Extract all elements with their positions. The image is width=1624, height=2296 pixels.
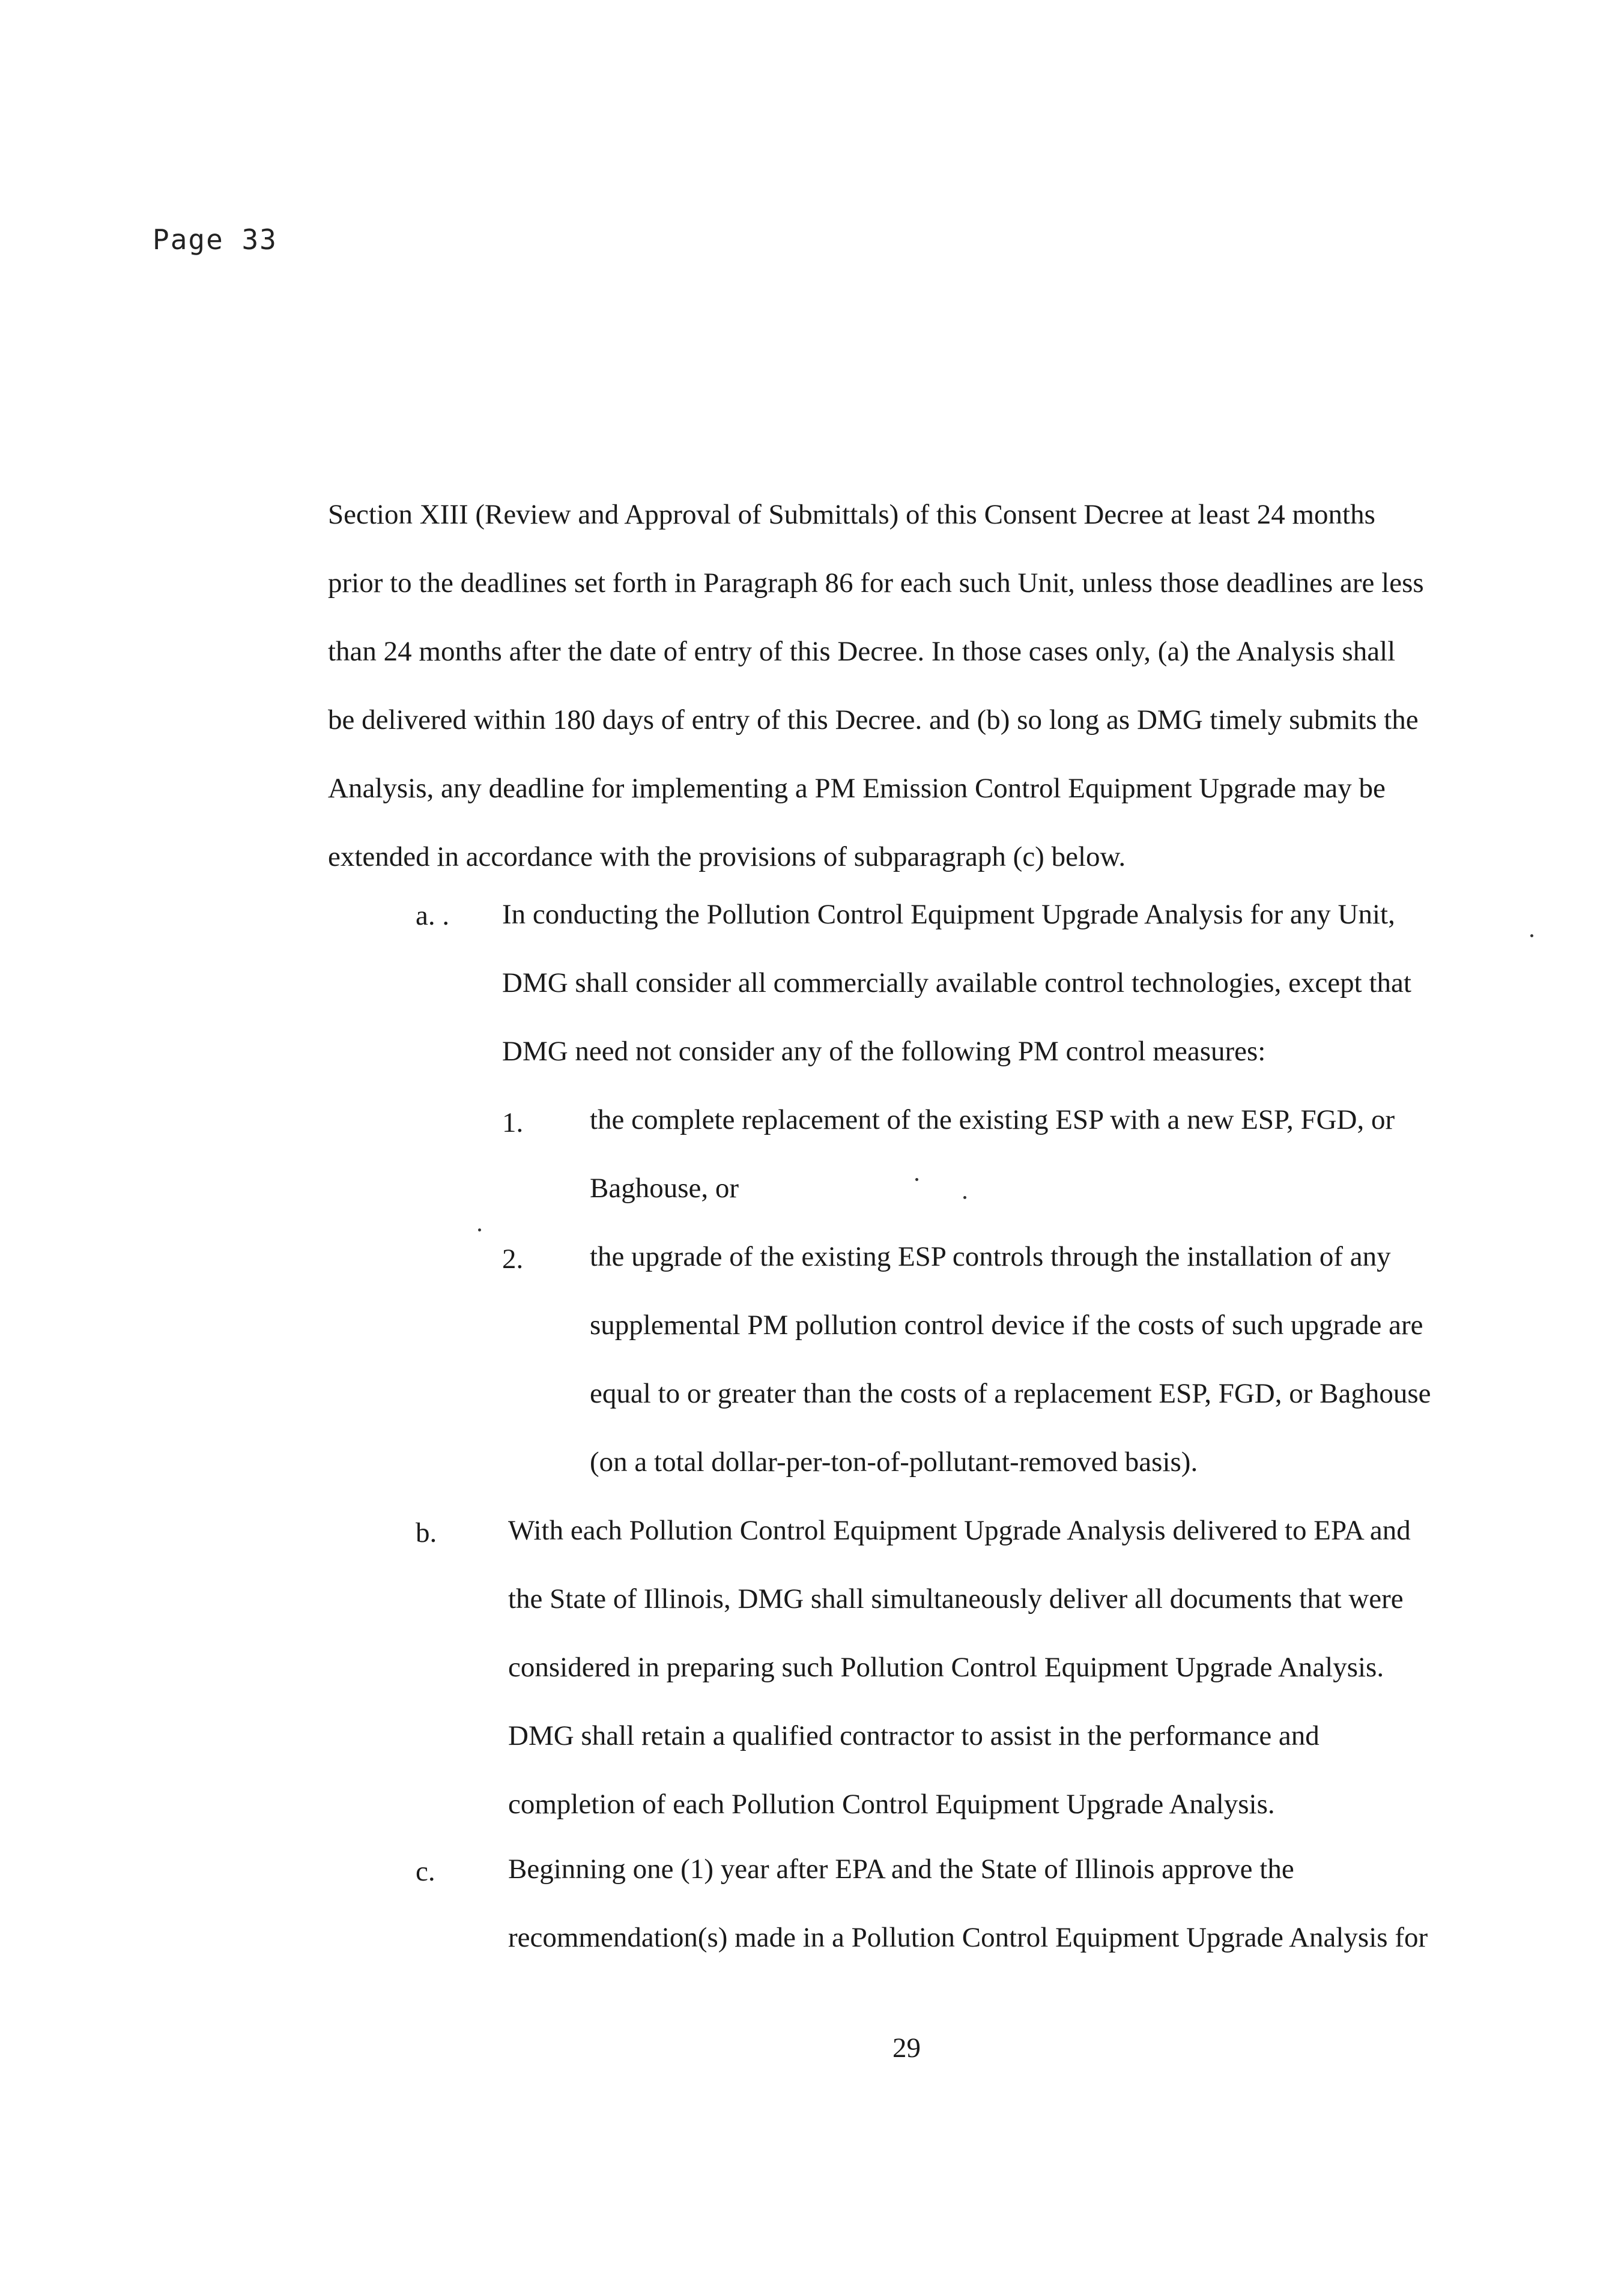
intro-paragraph — [328, 480, 1505, 891]
paragraph-line: DMG shall retain a qualified contractor to assist in the performance and — [508, 1720, 1320, 1751]
paragraph-line: Beginning one (1) year after EPA and the State of Illinois approve the — [508, 1853, 1294, 1885]
item-a-text — [502, 880, 1487, 1086]
paragraph-line: supplemental PM pollution control device if the costs of such upgrade are — [590, 1310, 1423, 1341]
paragraph-line: Section XIII (Review and Approval of Submittals) of this Consent Decree at least 24 months — [328, 499, 1375, 530]
paragraph-line: Baghouse, or — [590, 1173, 739, 1204]
item-c-label: c. — [416, 1856, 435, 1887]
paragraph-line: (on a total dollar-per-ton-of-pollutant-removed basis). — [590, 1446, 1198, 1478]
paragraph-line: prior to the deadlines set forth in Paragraph 86 for each such Unit, unless those deadlines are less — [328, 567, 1424, 599]
paragraph-line: the State of Illinois, DMG shall simultaneously deliver all documents that were — [508, 1583, 1404, 1615]
scan-speck — [478, 1228, 481, 1231]
paragraph-line: DMG shall consider all commercially available control technologies, except that — [502, 967, 1411, 998]
item-a-label: a. . — [416, 900, 450, 931]
sub-item-1-text — [590, 1086, 1491, 1222]
page-number: 29 — [892, 2032, 921, 2064]
item-c-text — [508, 1835, 1493, 1972]
sub-item-2-text — [590, 1222, 1491, 1496]
item-b-text — [508, 1496, 1493, 1838]
paragraph-line: With each Pollution Control Equipment Upgrade Analysis delivered to EPA and — [508, 1515, 1411, 1546]
paragraph-line: recommendation(s) made in a Pollution Control Equipment Upgrade Analysis for — [508, 1922, 1428, 1953]
sub-item-1-label: 1. — [502, 1107, 524, 1138]
paragraph-line: extended in accordance with the provisions of subparagraph (c) below. — [328, 841, 1126, 872]
scan-speck — [915, 1178, 918, 1181]
paragraph-line: DMG need not consider any of the following PM control measures: — [502, 1036, 1266, 1067]
paragraph-line: In conducting the Pollution Control Equipment Upgrade Analysis for any Unit, — [502, 899, 1395, 930]
paragraph-line: the complete replacement of the existing ESP with a new ESP, FGD, or — [590, 1104, 1395, 1135]
paragraph-line: the upgrade of the existing ESP controls through the installation of any — [590, 1241, 1391, 1272]
sub-item-2-label: 2. — [502, 1243, 524, 1275]
paragraph-line: than 24 months after the date of entry of this Decree. In those cases only, (a) the Analysis shall — [328, 636, 1396, 667]
item-b-label: b. — [416, 1517, 437, 1548]
paragraph-line: considered in preparing such Pollution Control Equipment Upgrade Analysis. — [508, 1652, 1384, 1683]
page-header: Page 33 — [153, 223, 277, 256]
paragraph-line: Analysis, any deadline for implementing a PM Emission Control Equipment Upgrade may be — [328, 773, 1386, 804]
scan-speck — [1530, 934, 1533, 937]
scan-speck — [963, 1196, 966, 1199]
paragraph-line: completion of each Pollution Control Equipment Upgrade Analysis. — [508, 1789, 1275, 1820]
paragraph-line: equal to or greater than the costs of a replacement ESP, FGD, or Baghouse — [590, 1378, 1431, 1409]
paragraph-line: be delivered within 180 days of entry of this Decree. and (b) so long as DMG timely submits the — [328, 704, 1419, 736]
